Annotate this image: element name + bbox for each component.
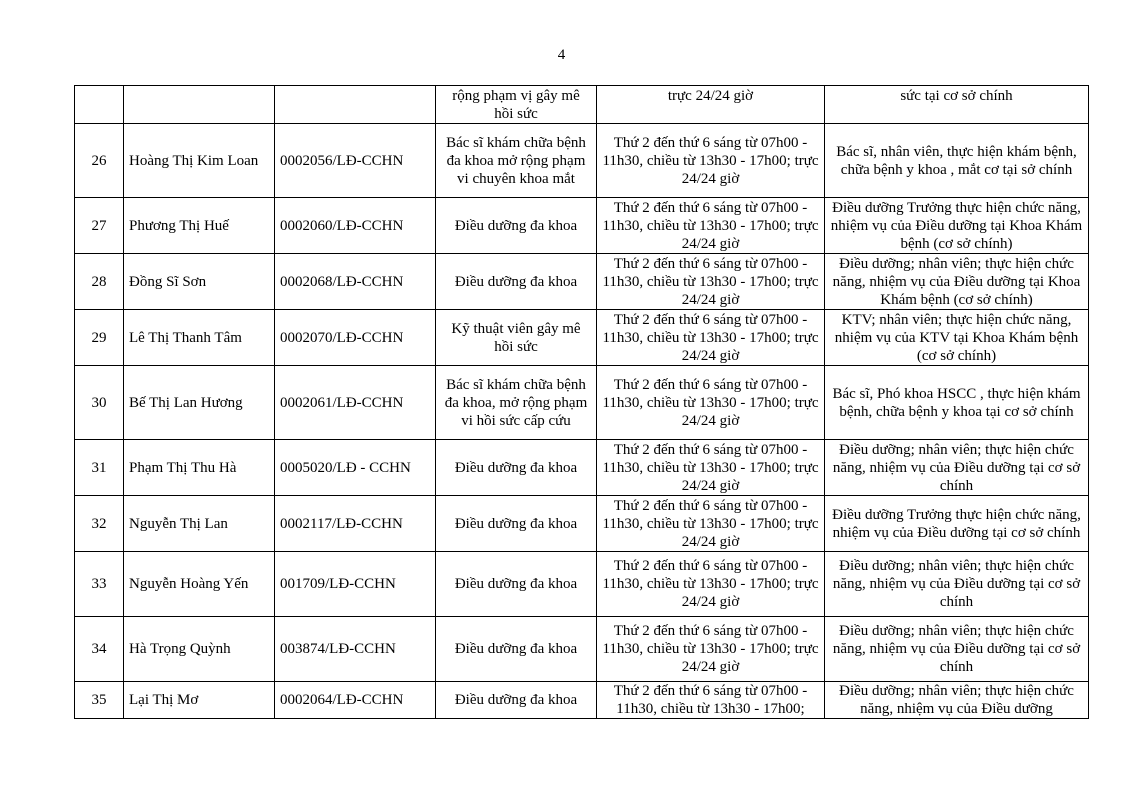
role-cell: Điều dưỡng Trưởng thực hiện chức năng, nhiệm vụ của Điều dưỡng tại cơ sở chính (825, 496, 1089, 552)
certificate-cell: 001709/LĐ-CCHN (275, 552, 436, 617)
table-row (75, 496, 1089, 552)
table-row (75, 86, 1089, 124)
scope-cell: Điều dưỡng đa khoa (436, 617, 597, 682)
name-cell: Nguyễn Hoàng Yến (124, 552, 275, 617)
schedule-cell: trực 24/24 giờ (597, 86, 825, 124)
schedule-cell: Thứ 2 đến thứ 6 sáng từ 07h00 - 11h30, chiều từ 13h30 - 17h00; trực 24/24 giờ (597, 198, 825, 254)
scope-text: rộng phạm vị gây mê hồi sức (452, 88, 580, 122)
scope-cell: Điều dưỡng đa khoa (436, 254, 597, 310)
certificate-cell: 003874/LĐ-CCHN (275, 617, 436, 682)
role-cell: Bác sĩ, nhân viên, thực hiện khám bệnh, chữa bệnh y khoa , mắt cơ tại sở chính (825, 124, 1089, 198)
certificate-cell: 0005020/LĐ - CCHN (275, 440, 436, 496)
schedule-cell: Thứ 2 đến thứ 6 sáng từ 07h00 - 11h30, chiều từ 13h30 - 17h00; trực 24/24 giờ (597, 124, 825, 198)
row-number-cell: 26 (75, 124, 124, 198)
certificate-cell: 0002070/LĐ-CCHN (275, 310, 436, 366)
name-cell: Phương Thị Huế (124, 198, 275, 254)
certificate-cell: 0002061/LĐ-CCHN (275, 366, 436, 440)
certificate-cell: 0002064/LĐ-CCHN (275, 682, 436, 719)
row-number-cell (75, 86, 124, 124)
certificate-cell (275, 86, 436, 124)
role-cell: Điều dưỡng; nhân viên; thực hiện chức năng, nhiệm vụ của Điều dưỡng tại cơ sở chính (825, 552, 1089, 617)
name-cell (124, 86, 275, 124)
scope-cell (436, 86, 597, 124)
role-cell: Điều dưỡng; nhân viên; thực hiện chức năng, nhiệm vụ của Điều dưỡng tại cơ sở chính (825, 617, 1089, 682)
name-cell: Lại Thị Mơ (124, 682, 275, 719)
schedule-cell: Thứ 2 đến thứ 6 sáng từ 07h00 - 11h30, chiều từ 13h30 - 17h00; trực 24/24 giờ (597, 366, 825, 440)
role-cell (825, 682, 1089, 719)
row-number-cell: 28 (75, 254, 124, 310)
table-row (75, 552, 1089, 617)
certificate-cell: 0002117/LĐ-CCHN (275, 496, 436, 552)
table-row (75, 617, 1089, 682)
row-number-cell: 32 (75, 496, 124, 552)
role-text: Điều dưỡng; nhân viên; thực hiện chức năng, nhiệm vụ của Điều dưỡng (839, 683, 1074, 717)
table-row (75, 366, 1089, 440)
name-cell: Đồng Sĩ Sơn (124, 254, 275, 310)
name-cell: Hà Trọng Quỳnh (124, 617, 275, 682)
scope-cell: Điều dưỡng đa khoa (436, 682, 597, 719)
schedule-text: Thứ 2 đến thứ 6 sáng từ 07h00 - 11h30, chiều từ 13h30 - 17h00; (613, 683, 808, 717)
name-cell: Lê Thị Thanh Tâm (124, 310, 275, 366)
page-number: 4 (557, 47, 566, 63)
certificate-cell: 0002068/LĐ-CCHN (275, 254, 436, 310)
table-row (75, 124, 1089, 198)
scope-cell: Điều dưỡng đa khoa (436, 198, 597, 254)
role-cell: Điều dưỡng Trưởng thực hiện chức năng, nhiệm vụ của Điều dưỡng tại Khoa Khám bệnh (cơ sở chính) (825, 198, 1089, 254)
scope-cell: Điều dưỡng đa khoa (436, 496, 597, 552)
scope-cell: Kỹ thuật viên gây mê hồi sức (436, 310, 597, 366)
table-row (75, 682, 1089, 719)
row-number-cell: 34 (75, 617, 124, 682)
role-cell: Điều dưỡng; nhân viên; thực hiện chức năng, nhiệm vụ của Điều dưỡng tại Khoa Khám bệnh (cơ sở chính) (825, 254, 1089, 310)
scope-cell: Điều dưỡng đa khoa (436, 552, 597, 617)
scope-cell: Điều dưỡng đa khoa (436, 440, 597, 496)
role-cell: KTV; nhân viên; thực hiện chức năng, nhiệm vụ của KTV tại Khoa Khám bệnh (cơ sở chính) (825, 310, 1089, 366)
role-cell: Điều dưỡng; nhân viên; thực hiện chức năng, nhiệm vụ của Điều dưỡng tại cơ sở chính (825, 440, 1089, 496)
row-number-cell: 31 (75, 440, 124, 496)
name-cell: Nguyễn Thị Lan (124, 496, 275, 552)
schedule-cell: Thứ 2 đến thứ 6 sáng từ 07h00 - 11h30, chiều từ 13h30 - 17h00; trực 24/24 giờ (597, 254, 825, 310)
schedule-cell: Thứ 2 đến thứ 6 sáng từ 07h00 - 11h30, chiều từ 13h30 - 17h00; trực 24/24 giờ (597, 552, 825, 617)
schedule-cell (597, 682, 825, 719)
scope-cell: Bác sĩ khám chữa bệnh đa khoa, mở rộng phạm vi hồi sức cấp cứu (436, 366, 597, 440)
row-number-cell: 33 (75, 552, 124, 617)
scope-cell: Bác sĩ khám chữa bệnh đa khoa mở rộng phạm vi chuyên khoa mắt (436, 124, 597, 198)
schedule-cell: Thứ 2 đến thứ 6 sáng từ 07h00 - 11h30, chiều từ 13h30 - 17h00; trực 24/24 giờ (597, 440, 825, 496)
table-row (75, 254, 1089, 310)
row-number-cell: 30 (75, 366, 124, 440)
row-number-cell: 27 (75, 198, 124, 254)
schedule-cell: Thứ 2 đến thứ 6 sáng từ 07h00 - 11h30, chiều từ 13h30 - 17h00; trực 24/24 giờ (597, 310, 825, 366)
name-cell: Phạm Thị Thu Hà (124, 440, 275, 496)
row-number-cell: 35 (75, 682, 124, 719)
table-row (75, 440, 1089, 496)
row-number-cell: 29 (75, 310, 124, 366)
schedule-cell: Thứ 2 đến thứ 6 sáng từ 07h00 - 11h30, chiều từ 13h30 - 17h00; trực 24/24 giờ (597, 496, 825, 552)
name-cell: Bế Thị Lan Hương (124, 366, 275, 440)
role-cell: sức tại cơ sở chính (825, 86, 1089, 124)
role-cell: Bác sĩ, Phó khoa HSCC , thực hiện khám bệnh, chữa bệnh y khoa tại cơ sở chính (825, 366, 1089, 440)
certificate-cell: 0002056/LĐ-CCHN (275, 124, 436, 198)
certificate-cell: 0002060/LĐ-CCHN (275, 198, 436, 254)
table-row (75, 198, 1089, 254)
name-cell: Hoàng Thị Kim Loan (124, 124, 275, 198)
schedule-cell: Thứ 2 đến thứ 6 sáng từ 07h00 - 11h30, chiều từ 13h30 - 17h00; trực 24/24 giờ (597, 617, 825, 682)
table-row (75, 310, 1089, 366)
staff-table (74, 85, 1089, 719)
